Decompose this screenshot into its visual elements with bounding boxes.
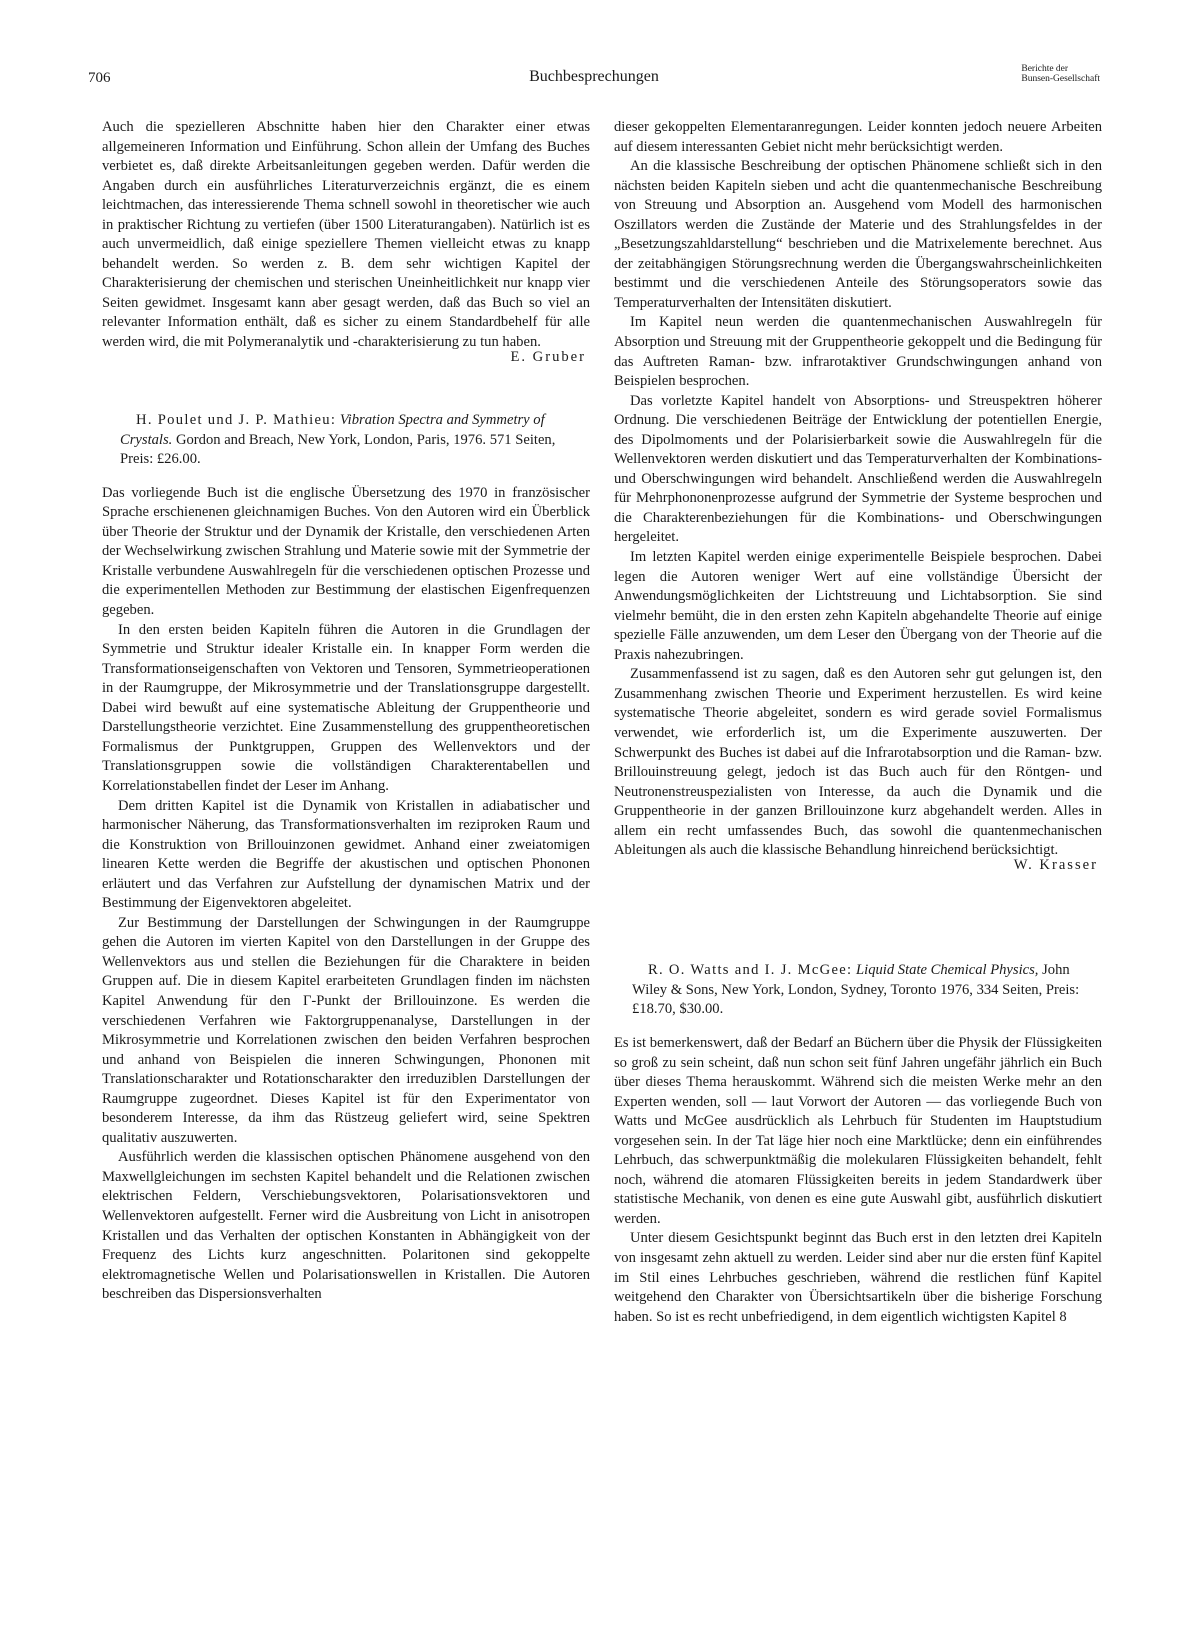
section-title: Buchbesprechungen — [529, 68, 659, 85]
right-column — [614, 118, 1102, 1327]
review1-signature: E. Gruber — [510, 348, 586, 365]
page-number: 706 — [88, 70, 111, 86]
review3-book-title: Liquid State Chemical Physics, — [856, 962, 1039, 979]
review2-paragraph: Zusammenfassend ist zu sagen, daß es den Autoren sehr gut gelungen ist, den Zusammenhang zwischen Theorie und Experiment herzustellen. Es wird keine systematische Theorie abgeleitet, sondern es wird gerade soviel Formalismus verwendet, wie erforderlich ist, um die Experimente auszuwerten. Der Schwerpunkt des Buches ist dabei auf die Infrarotabsorption und die Raman- bzw. Brillouinstreuung gelegt, jedoch ist das Buch auch für den Röntgen- und Neutronenstreuspezialisten von Interesse, da auch die Dynamik und die Gruppentheorie in der ganzen Brillouinzone kurz abgehandelt werden. Alles in allem ein recht umfassendes Buch, das sowohl die quantenmechanischen Ableitungen als auch die klassische Behandlung hinreichend berücksichtigt. — [614, 666, 1102, 859]
review2-book-title: Vibration Spectra and Symmetry of Crystals. — [120, 412, 545, 448]
review2-paragraph: In den ersten beiden Kapiteln führen die Autoren in die Grundlagen der Symmetrie und Struktur idealer Kristalle ein. In knapper Form werden die Transformationseigenschaften von Vektoren und Tensoren, Symmetrieoperationen in der Raumgruppe, der Mikrosymmetrie und der Translationsgruppe dargestellt. Dabei wird bewußt auf eine systematische Ableitung der Gruppentheorie und Darstellungstheorie verzichtet. Eine Zusammenstellung des gruppentheoretischen Formalismus der Punktgruppen, Gruppen des Wellenvektors und der Translationsgruppen sowie die vollständigen Charakterentabellen und Korrelationstabellen findet der Leser im Anhang. — [102, 621, 590, 794]
review2-publisher: Gordon and Breach, New York, London, Paris, 1976. 571 Seiten, Preis: £26.00. — [120, 431, 556, 468]
review2-authors: H. Poulet und J. P. Mathieu: — [136, 412, 337, 429]
journal-name-line1: Berichte der — [1021, 64, 1069, 74]
journal-name — [1021, 64, 1100, 84]
review2-paragraph: dieser gekoppelten Elementaranregungen. Leider konnten jedoch neuere Arbeiten auf diesem interessanten Gebiet nicht mehr berücksichtigt werden. — [614, 119, 1102, 155]
review2-reference — [102, 411, 590, 470]
review2-paragraph: Das vorliegende Buch ist die englische Übersetzung des 1970 in französischer Sprache erschienenen gleichnamigen Buches. Von den Autoren wird ein Überblick über Theorie der Struktur und der Dynamik der Kristalle, den verschiedenen Arten der Wechselwirkung zwischen Strahlung und Materie sowie mit der Symmetrie der Kristalle verbundene Auswahlregeln für die verschiedenen optischen Prozesse und die experimentellen Methoden zur Bestimmung der elastischen Eigenfrequenzen gegeben. — [102, 484, 590, 619]
review2-paragraph: Im letzten Kapitel werden einige experimentelle Beispiele besprochen. Dabei legen die Autoren weniger Wert auf eine vollständige Übersicht der Anwendungsmöglichkeiten der Lichtstreuung und Lichtabsorption. Sie sind vielmehr bemüht, die in den ersten zehn Kapiteln abgehandelte Theorie auf einige spezielle Fälle anzuwenden, um dem Leser den Übergang von der Theorie auf die Praxis nahezubringen. — [614, 549, 1102, 663]
page-header — [88, 64, 1100, 90]
journal-name-line2: Bunsen-Gesellschaft — [1021, 74, 1100, 84]
review3-paragraph: Es ist bemerkenswert, daß der Bedarf an Büchern über die Physik der Flüssigkeiten so groß zu sein scheint, daß nun schon seit fünf Jahren ungefähr jährlich ein Buch über dieses Thema herauskommt. Während sich die meisten Werke mehr an den Experten wenden, soll — laut Vorwort der Autoren — das vorliegende Buch von Watts und McGee ausdrücklich als Lehrbuch für Studenten im Hauptstudium vorgesehen sein. In der Tat läge hier noch eine Marktlücke; denn ein einführendes Lehrbuch, das schwerpunktmäßig die molekularen Flüssigkeiten behandelt, fehlt noch, während die atomaren Flüssigkeiten bereits in jedem Standardwerk über statistische Mechanik, von denen es eine gute Auswahl gibt, ausführlich diskutiert werden. — [614, 1034, 1102, 1227]
review2-paragraph: Das vorletzte Kapitel handelt von Absorptions- und Streuspektren höherer Ordnung. Die verschiedenen Beiträge der Entwicklung der potentiellen Energie, des Dipolmoments und der Polarisierbarkeit sowie die Auswahlregeln für die Wellenvektoren werden diskutiert und das Temperaturverhalten der Kombinations- und Oberschwingungen wird behandelt. Anschließend werden die Auswahlregeln für Mehrphononenprozesse aufgrund der Symmetrie der Systeme besprochen und die Charakterenbeziehungen für die Kombinations- und Oberschwingungen hergeleitet. — [614, 392, 1102, 546]
review3-publisher: John Wiley & Sons, New York, London, Sydney, Toronto 1976, 334 Seiten, Preis: £18.70, $30.00. — [632, 962, 1080, 1018]
review3-authors: R. O. Watts and I. J. McGee: — [648, 962, 853, 979]
review3-paragraph: Unter diesem Gesichtspunkt beginnt das Buch erst in den letzten drei Kapiteln von insgesamt zehn aktuell zu werden. Leider sind aber nur die ersten fünf Kapitel im Stil eines Lehrbuches geschrieben, während die restlichen fünf Kapitel weitgehend den Charakter von Übersichtsartikeln über die bisherige Forschung haben. So ist es recht unbefriedigend, in dem eigentlich wichtigsten Kapitel 8 — [614, 1230, 1102, 1325]
review2-paragraph: Zur Bestimmung der Darstellungen der Schwingungen in der Raumgruppe gehen die Autoren im vierten Kapitel von den Darstellungen in der Gruppe des Wellenvektors aus und stellen die Beziehungen für die Charaktere in beiden Gruppen auf. Die in diesem Kapitel erarbeiteten Grundlagen finden im nächsten Kapitel Anwendung für den Γ-Punkt der Brillouinzone. Es werden die verschiedenen Verfahren wie Faktorgruppenanalyse, Darstellungen in der Mikrosymmetrie und Korrelationen zwischen den beiden Verfahren besprochen und anhand von Beispielen die inneren Schwingungen, Phononen mit Translationscharakter und Rotationscharakter den irreduziblen Darstellungen der Raumgruppe zugeordnet. Dieses Kapitel ist für den Experimentator von besonderem Interesse, da ihm das Rüstzeug geliefert wird, seine Spektren qualitativ auszuwerten. — [102, 914, 590, 1146]
review2-paragraph: An die klassische Beschreibung der optischen Phänomene schließt sich in den nächsten beiden Kapiteln sieben und acht die quantenmechanische Beschreibung von Streuung und Absorption an. Ausgehend vom Modell des harmonischen Oszillators werden die Zustände der Materie und des Strahlungsfeldes in der „Besetzungszahldarstellung“ beschrieben und die Matrixelemente berechnet. Aus der zeitabhängigen Störungsrechnung werden die Übergangswahrscheinlichkeiten bestimmt und die verschiedenen Anteile des Störungsoperators sowie das Temperaturverhalten der Intensitäten diskutiert. — [614, 158, 1102, 311]
review3-reference — [614, 961, 1102, 1020]
left-column — [102, 118, 590, 1305]
review2-paragraph: Dem dritten Kapitel ist die Dynamik von Kristallen in adiabatischer und harmonischer Näherung, das Transformationsverhalten im reziproken Raum und die Konstruktion von Brillouinzonen gewidmet. Anhand einer zweiatomigen linearen Kette werden die Begriffe der akustischen und optischen Phononen erläutert und das Verfahren zur Aufstellung der dynamischen Matrix und der Bestimmung der Eigenvektoren abgeleitet. — [102, 797, 590, 912]
review2-paragraph: Ausführlich werden die klassischen optischen Phänomene ausgehend von den Maxwellgleichungen im sechsten Kapitel behandelt und die Relationen zwischen elektrischen Feldern, Verschiebungsvektoren, Polarisationsvektoren und Wellenvektoren aufgestellt. Ferner wird die Ausbreitung von Licht in anisotropen Kristallen und das Verhalten der optischen Konstanten in Abhängigkeit von der Frequenz des Lichts kurz angeschnitten. Polaritonen sind gekoppelte elektromagnetische Wellen und Polarisationswellen in Kristallen. Die Autoren beschreiben das Dispersionsverhalten — [102, 1149, 590, 1303]
review2-paragraph: Im Kapitel neun werden die quantenmechanischen Auswahlregeln für Absorption und Streuung mit der Gruppentheorie gekoppelt und die Bedingung für das Auftreten Raman- bzw. infrarotaktiver Grundschwingungen anhand von Beispielen besprochen. — [614, 314, 1102, 390]
review1-paragraph: Auch die spezielleren Abschnitte haben hier den Charakter einer etwas allgemeineren Information und Einführung. Schon allein der Umfang des Buches verbietet es, daß direkte Arbeitsanleitungen gegeben werden. Dafür werden die Angaben durch ein ausführliches Literaturverzeichnis ergänzt, die es einem leichtmachen, das interessierende Thema schnell sowohl in theoretischer wie auch in praktischer Richtung zu vertiefen (über 1500 Literaturangaben). Natürlich ist es auch unvermeidlich, daß einige speziellere Themen vielleicht etwas zu knapp behandelt werden. So werden z. B. dem sehr wichtigen Kapitel der Charakterisierung der chemischen und sterischen Uneinheitlichkeit nur knapp vier Seiten gewidmet. Insgesamt kann aber gesagt werden, daß das Buch so viel an relevanter Information enthält, daß es sicher zu einem Standardbehelf für alle werden wird, die mit Polymeranalytik und -charakterisierung zu tun haben. — [102, 119, 590, 351]
review2-signature: W. Krasser — [1013, 856, 1098, 873]
